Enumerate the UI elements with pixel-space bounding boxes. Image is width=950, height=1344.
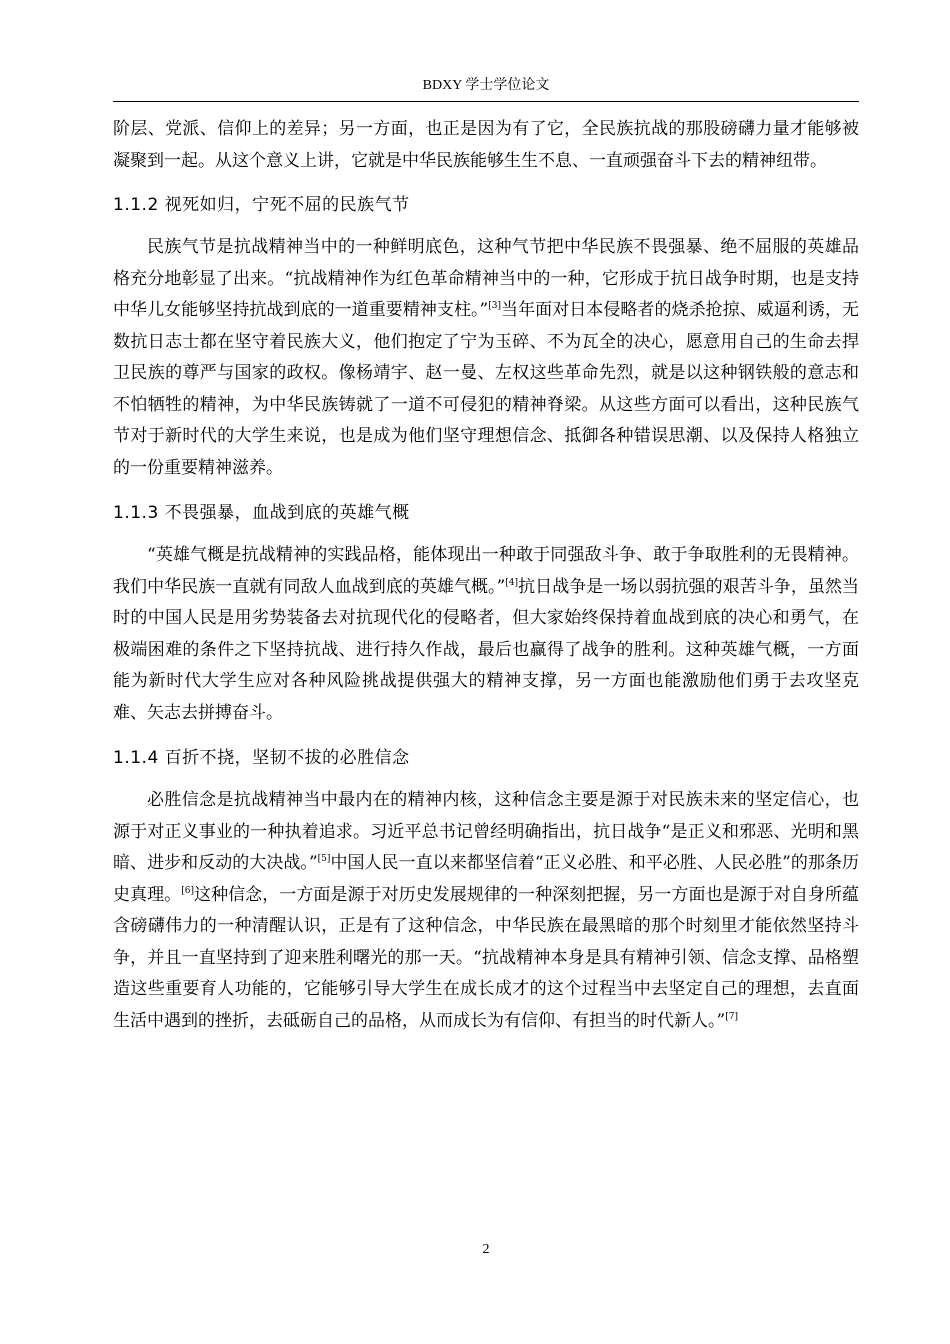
paragraph-text: 中国人民一直以来都坚信着“正义必胜、和平必胜、人民必胜”的那条历史真理。 — [113, 853, 859, 905]
section-heading-1-1-2: 1.1.2 视死如归，宁死不屈的民族气节 — [113, 195, 410, 215]
paragraph-text: “英雄气概是抗战精神的实践品格，能体现出一种敢于同强敌斗争、敢于争取胜利的无畏精神。我们中华民族一直就有同敌人血战到底的英雄气概。” — [113, 545, 859, 597]
citation-ref-6: [6] — [181, 885, 194, 896]
paragraph-text: 这种信念，一方面是源于对历史发展规律的一种深刻把握，另一方面也是源于对自身所蕴含磅礴伟力的一种清醒认识，正是有了这种信念，中华民族在最黑暗的那个时刻里才能依然坚持斗争，并且一直坚持到了迎来胜利曙光的那一天。“抗战精神本身是具有精神引领、信念支撑、品格塑造这些重要育人功能的，它能够引导大学生在成长成才的这个过程当中去坚定自己的理想，去直面生活中遇到的挫折，去砥砺自己的品格，从而成长为有信仰、有担当的时代新人。” — [113, 884, 860, 1031]
running-header: BDXY 学士学位论文 — [422, 78, 550, 93]
citation-ref-5: [5] — [317, 854, 331, 864]
citation-ref-4: [4] — [505, 577, 519, 588]
paragraph-text: 当年面对日本侵略者的烧杀抢掠、威逼利诱，无数抗日志士都在坚守着民族大义，他们抱定了宁为玉碎、不为瓦全的决心，愿意用自己的生命去捍卫民族的尊严与国家的政权。像杨靖宇、赵一曼、左权这些革命先烈，就是以这种钢铁般的意志和不怕牺牲的精神，为中华民族铸就了一道不可侵犯的精神脊梁。从这些方面可以看出，这种民族气节对于新时代的大学生来说，也是成为他们坚守理想信念、抵御各种错误思潮、以及保持人格独立的一份重要精神滋养。 — [113, 300, 859, 478]
paragraph-text: 民族气节是抗战精神当中的一种鲜明底色，这种气节把中华民族不畏强暴、绝不屈服的英雄品格充分地彰显了出来。“抗战精神作为红色革命精神当中的一种，它形成于抗日战争时期，也是支持中华儿女能够坚持抗战到底的一道重要精神支柱。” — [113, 237, 859, 320]
document-body — [113, 114, 859, 1037]
intro-paragraph: 阶层、党派、信仰上的差异；另一方面，也正是因为有了它，全民族抗战的那股磅礴力量才能够被凝聚到一起。从这个意义上讲，它就是中华民族能够生生不息、一直顽强奋斗下去的精神纽带。 — [113, 119, 859, 171]
section-heading-1-1-3: 1.1.3 不畏强暴，血战到底的英雄气概 — [113, 503, 410, 523]
header-divider — [113, 101, 859, 102]
paragraph-text: 必胜信念是抗战精神当中最内在的精神内核，这种信念主要是源于对民族未来的坚定信心，也源于对正义事业的一种执着追求。习近平总书记曾经明确指出，抗日战争“是正义和邪恶、光明和黑暗、进步和反动的大决战。” — [113, 790, 859, 873]
section-heading-1-1-4: 1.1.4 百折不挠，坚韧不拔的必胜信念 — [113, 748, 410, 768]
section-paragraph-1-1-2 — [113, 232, 859, 484]
citation-ref-3: [3] — [488, 301, 501, 311]
paragraph-text: 抗日战争是一场以弱抗强的艰苦斗争，虽然当时的中国人民是用劣势装备去对抗现代化的侵略者，但大家始终保持着血战到底的决心和勇气，在极端困难的条件之下坚持抗战、进行持久作战，最后也赢得了战争的胜利。这种英雄气概，一方面能为新时代大学生应对各种风险挑战提供强大的精神支撑，另一方面也能激励他们勇于去攻坚克难、矢志去拼搏奋斗。 — [113, 576, 859, 723]
section-paragraph-1-1-4 — [113, 785, 859, 1037]
citation-ref-7: [7] — [725, 1011, 738, 1022]
page-number: 2 — [482, 1242, 490, 1257]
section-paragraph-1-1-3 — [113, 540, 859, 729]
